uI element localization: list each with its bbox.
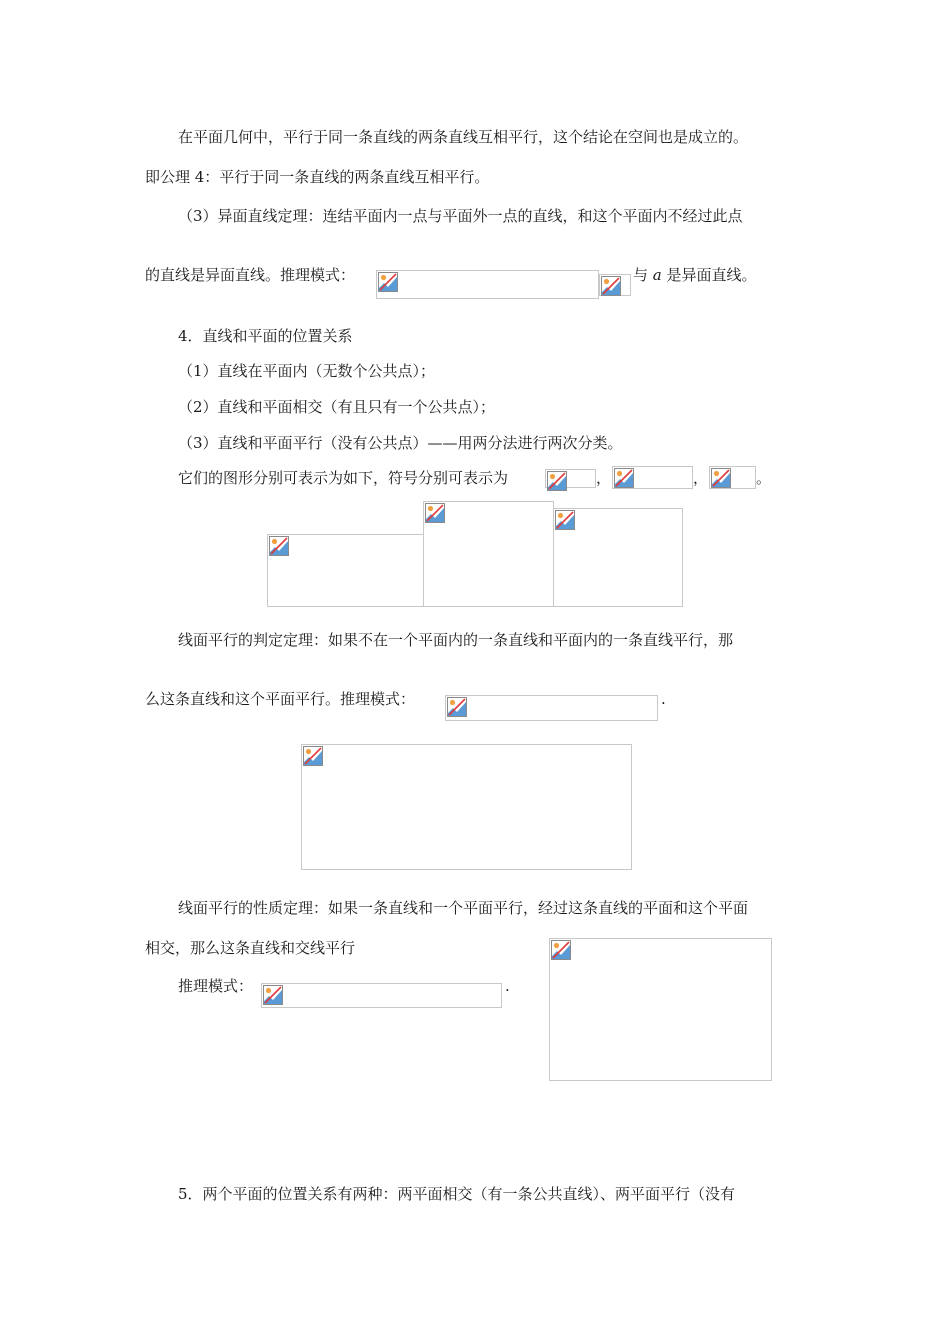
figure-image [423, 501, 554, 607]
list-item: （3）直线和平面平行（没有公共点）——用两分法进行两次分类。 [178, 434, 623, 452]
formula-image [709, 466, 756, 489]
broken-image-icon [262, 984, 284, 1006]
punctuation: . [505, 977, 510, 995]
figure-image [553, 508, 683, 607]
punctuation: 。 [756, 469, 772, 487]
broken-image-icon [550, 939, 572, 961]
paragraph-line: 线面平行的判定定理：如果不在一个平面内的一条直线和平面内的一条直线平行，那 [178, 631, 734, 649]
paragraph-line: 它们的图形分别可表示为如下，符号分别可表示为 [178, 469, 509, 487]
formula-image [545, 469, 596, 488]
section-heading: 5．两个平面的位置关系有两种：两平面相交（有一条公共直线）、两平面平行（没有 [178, 1185, 736, 1203]
broken-image-icon [424, 502, 446, 524]
broken-image-icon [268, 535, 290, 557]
paragraph-line: 的直线是异面直线。推理模式： [145, 266, 356, 284]
figure-image [301, 744, 632, 870]
paragraph-line: 线面平行的性质定理：如果一条直线和一个平面平行，经过这条直线的平面和这个平面 [178, 899, 749, 917]
paragraph-line: 相交，那么这条直线和交线平行 [145, 939, 356, 957]
paragraph-line-tail: 与 a 是异面直线。 [633, 266, 757, 284]
broken-image-icon [446, 696, 468, 718]
paragraph-line: （3）异面直线定理：连结平面内一点与平面外一点的直线，和这个平面内不经过此点 [178, 207, 743, 225]
list-item: （2）直线和平面相交（有且只有一个公共点）； [178, 398, 496, 416]
formula-image [261, 983, 502, 1008]
figure-image [549, 938, 772, 1081]
broken-image-icon [546, 470, 568, 492]
punctuation: . [661, 690, 666, 708]
punctuation: ， [693, 469, 709, 487]
formula-image [445, 695, 658, 721]
formula-image [376, 270, 599, 299]
section-heading: 4．直线和平面的位置关系 [178, 327, 353, 345]
paragraph-line: 么这条直线和这个平面平行。推理模式： [145, 690, 416, 708]
paragraph-line: 即公理 4：平行于同一条直线的两条直线互相平行。 [145, 168, 490, 186]
broken-image-icon [554, 509, 576, 531]
formula-image [599, 274, 631, 296]
punctuation: ， [596, 469, 612, 487]
figure-image [267, 534, 424, 607]
broken-image-icon [600, 275, 622, 297]
paragraph-line: 推理模式： [178, 977, 254, 995]
broken-image-icon [377, 271, 399, 293]
broken-image-icon [710, 467, 732, 489]
broken-image-icon [613, 467, 635, 489]
formula-image [612, 466, 693, 489]
broken-image-icon [302, 745, 324, 767]
paragraph-line: 在平面几何中，平行于同一条直线的两条直线互相平行，这个结论在空间也是成立的。 [178, 128, 749, 146]
list-item: （1）直线在平面内（无数个公共点）； [178, 362, 436, 380]
